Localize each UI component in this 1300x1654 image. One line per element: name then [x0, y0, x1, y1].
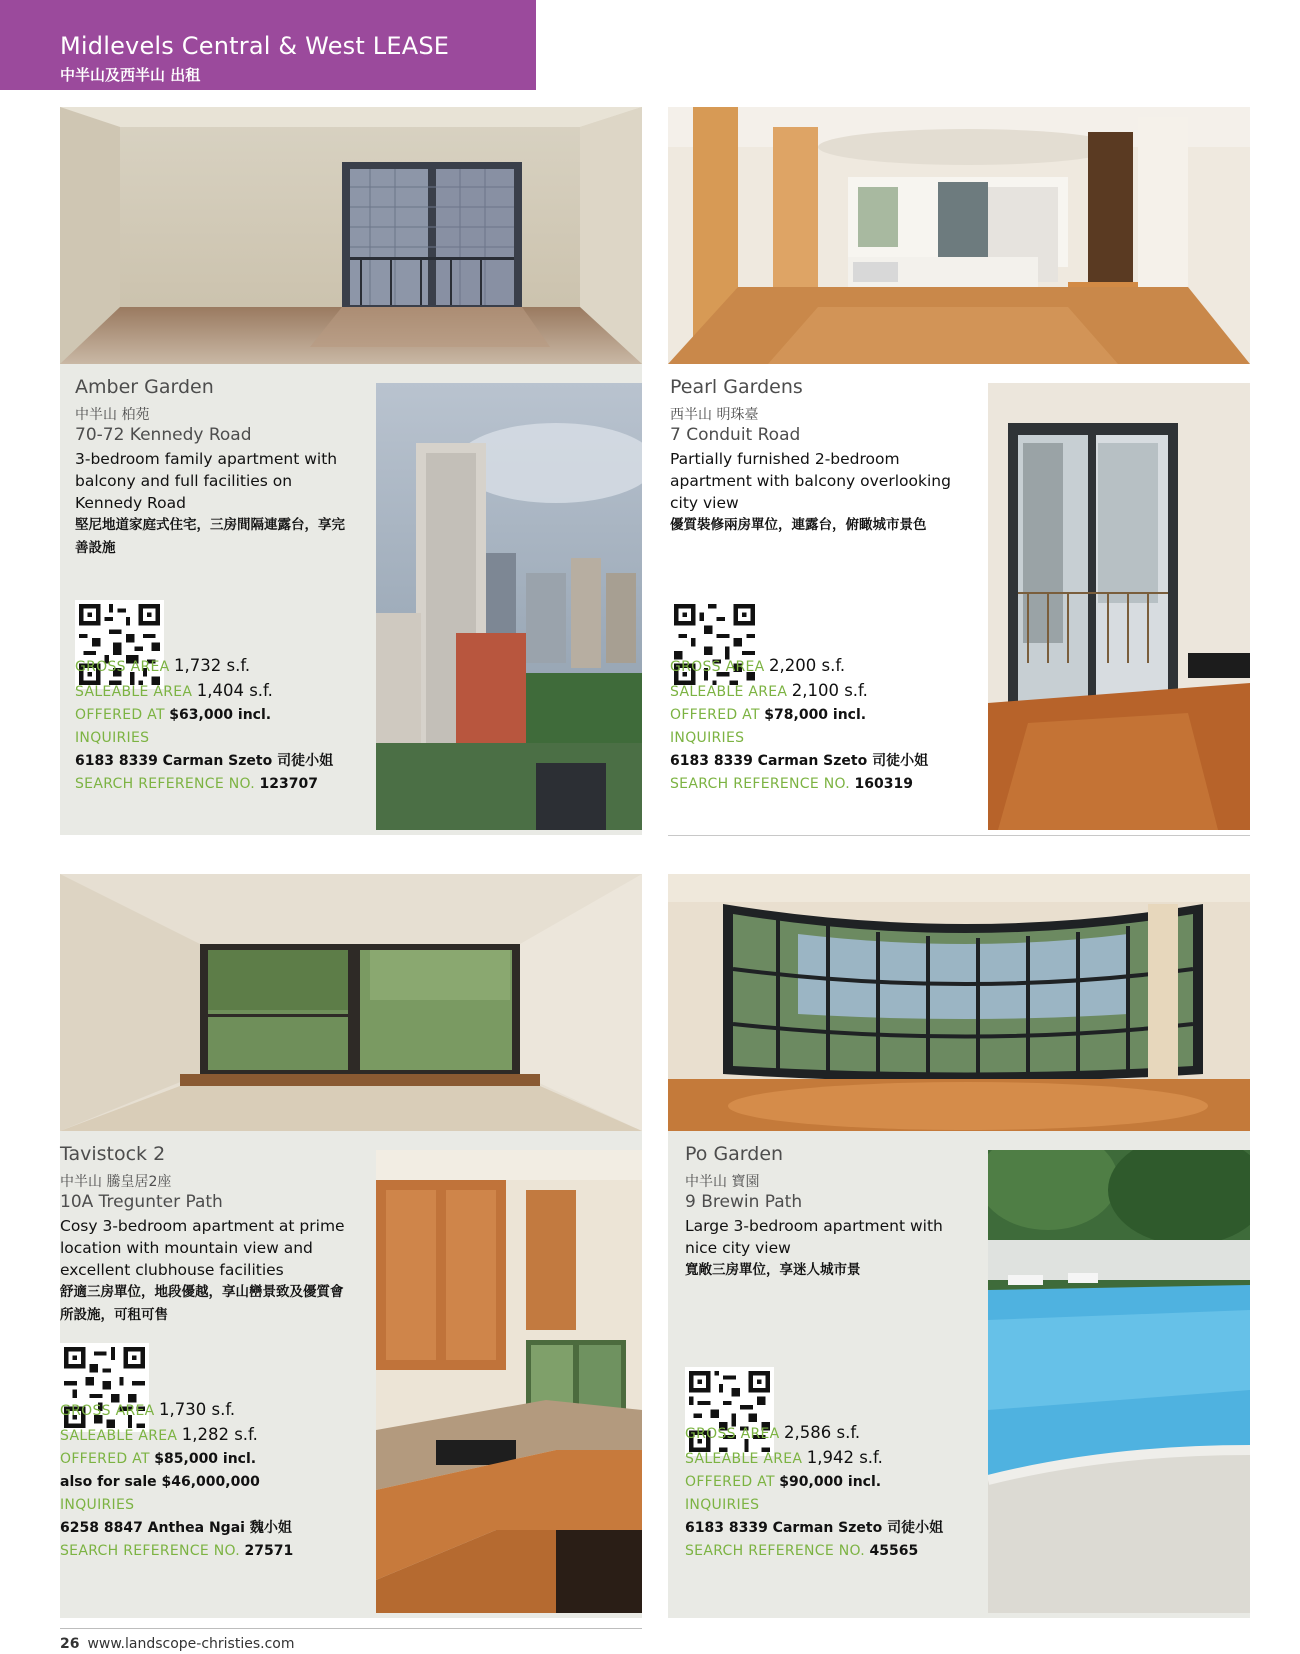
- property-chinese-name: 中半山 騰皇居2座: [60, 1174, 172, 1190]
- property-description-zh: 堅尼地道家庭式住宅，三房間隔連露台，享完善設施: [75, 517, 345, 556]
- property-address: 10A Tregunter Path: [60, 1192, 223, 1212]
- page-footer: [60, 1636, 294, 1652]
- property-description: Partially furnished 2-bedroom apartment with balcony overlooking city view: [670, 450, 951, 512]
- property-description-zh: 優質裝修兩房單位，連露台，俯瞰城市景色: [670, 517, 927, 533]
- saleable-area-label: SALEABLE AREA: [670, 684, 788, 700]
- property-facts: [685, 1421, 1005, 1563]
- property-name: Tavistock 2: [60, 1143, 166, 1165]
- saleable-area-value: 2,100 s.f.: [791, 681, 868, 700]
- footer-url[interactable]: www.landscope-christies.com: [87, 1636, 295, 1652]
- property-address: 9 Brewin Path: [685, 1192, 803, 1212]
- property-name: Amber Garden: [75, 376, 214, 398]
- property-facts: [60, 1398, 380, 1563]
- property-description: 3-bedroom family apartment with balcony and full facilities on Kennedy Road: [75, 450, 338, 512]
- property-chinese-name: 中半山 柏苑: [75, 407, 150, 423]
- saleable-area-label: SALEABLE AREA: [685, 1451, 803, 1467]
- gross-area-label: GROSS AREA: [670, 659, 765, 675]
- search-reference-label: SEARCH REFERENCE NO.: [685, 1543, 866, 1559]
- contact-info[interactable]: 6183 8339 Carman Szeto 司徒小姐: [670, 753, 929, 769]
- offered-at-value: $63,000 incl.: [169, 707, 272, 723]
- offered-at-label: OFFERED AT: [75, 707, 165, 723]
- offered-at-label: OFFERED AT: [60, 1451, 150, 1467]
- section-subtitle: 中半山及西半山 出租: [60, 66, 201, 84]
- gross-area-label: GROSS AREA: [685, 1426, 780, 1442]
- property-facts: [670, 654, 990, 796]
- inquiries-label: INQUIRIES: [685, 1497, 760, 1513]
- property-description: Large 3-bedroom apartment with nice city view: [685, 1217, 943, 1257]
- gross-area-label: GROSS AREA: [60, 1403, 155, 1419]
- gross-area-value: 2,200 s.f.: [769, 656, 846, 675]
- po-garden-pool-photo: [988, 1150, 1250, 1613]
- footer-divider: [60, 1628, 642, 1629]
- page-number: 26: [60, 1636, 80, 1652]
- saleable-area-label: SALEABLE AREA: [60, 1428, 178, 1444]
- contact-info[interactable]: 6258 8847 Anthea Ngai 魏小姐: [60, 1520, 292, 1536]
- saleable-area-label: SALEABLE AREA: [75, 684, 193, 700]
- amber-garden-view-photo: [376, 383, 642, 830]
- saleable-area-value: 1,404 s.f.: [196, 681, 273, 700]
- amber-garden-living-room-photo: [60, 107, 642, 364]
- tavistock-living-room-photo: [60, 874, 642, 1131]
- search-reference-label: SEARCH REFERENCE NO.: [670, 776, 851, 792]
- search-reference-value: 123707: [259, 776, 318, 792]
- property-address: 7 Conduit Road: [670, 425, 801, 445]
- property-description: Cosy 3-bedroom apartment at prime location with mountain view and excellent clubhouse facilities: [60, 1217, 345, 1279]
- pearl-gardens-living-room-photo: [668, 107, 1250, 364]
- property-name: Pearl Gardens: [670, 376, 803, 398]
- offered-at-value: $90,000 incl.: [779, 1474, 882, 1490]
- property-description-zh: 舒適三房單位，地段優越，享山巒景致及優質會所設施，可租可售: [60, 1284, 344, 1323]
- tavistock-kitchen-photo: [376, 1150, 642, 1613]
- saleable-area-value: 1,942 s.f.: [806, 1448, 883, 1467]
- po-garden-living-room-photo: [668, 874, 1250, 1131]
- inquiries-label: INQUIRIES: [60, 1497, 135, 1513]
- section-title: Midlevels Central & West LEASE: [60, 32, 450, 60]
- property-facts: [75, 654, 395, 796]
- saleable-area-value: 1,282 s.f.: [181, 1425, 258, 1444]
- property-chinese-name: 中半山 寶園: [685, 1174, 760, 1190]
- property-name: Po Garden: [685, 1143, 784, 1165]
- search-reference-label: SEARCH REFERENCE NO.: [75, 776, 256, 792]
- also-for-sale: also for sale $46,000,000: [60, 1474, 260, 1490]
- gross-area-value: 2,586 s.f.: [784, 1423, 861, 1442]
- offered-at-label: OFFERED AT: [685, 1474, 775, 1490]
- inquiries-label: INQUIRIES: [670, 730, 745, 746]
- section-header: [0, 0, 536, 90]
- offered-at-value: $85,000 incl.: [154, 1451, 257, 1467]
- property-description-zh: 寬敞三房單位，享迷人城市景: [685, 1262, 861, 1278]
- gross-area-value: 1,730 s.f.: [159, 1400, 236, 1419]
- property-address: 70-72 Kennedy Road: [75, 425, 252, 445]
- contact-info[interactable]: 6183 8339 Carman Szeto 司徒小姐: [75, 753, 334, 769]
- gross-area-label: GROSS AREA: [75, 659, 170, 675]
- search-reference-value: 27571: [244, 1543, 294, 1559]
- offered-at-value: $78,000 incl.: [764, 707, 867, 723]
- contact-info[interactable]: 6183 8339 Carman Szeto 司徒小姐: [685, 1520, 944, 1536]
- inquiries-label: INQUIRIES: [75, 730, 150, 746]
- property-chinese-name: 西半山 明珠臺: [670, 407, 759, 423]
- offered-at-label: OFFERED AT: [670, 707, 760, 723]
- gross-area-value: 1,732 s.f.: [174, 656, 251, 675]
- search-reference-value: 160319: [854, 776, 913, 792]
- search-reference-value: 45565: [869, 1543, 919, 1559]
- search-reference-label: SEARCH REFERENCE NO.: [60, 1543, 241, 1559]
- pearl-gardens-balcony-photo: [988, 383, 1250, 830]
